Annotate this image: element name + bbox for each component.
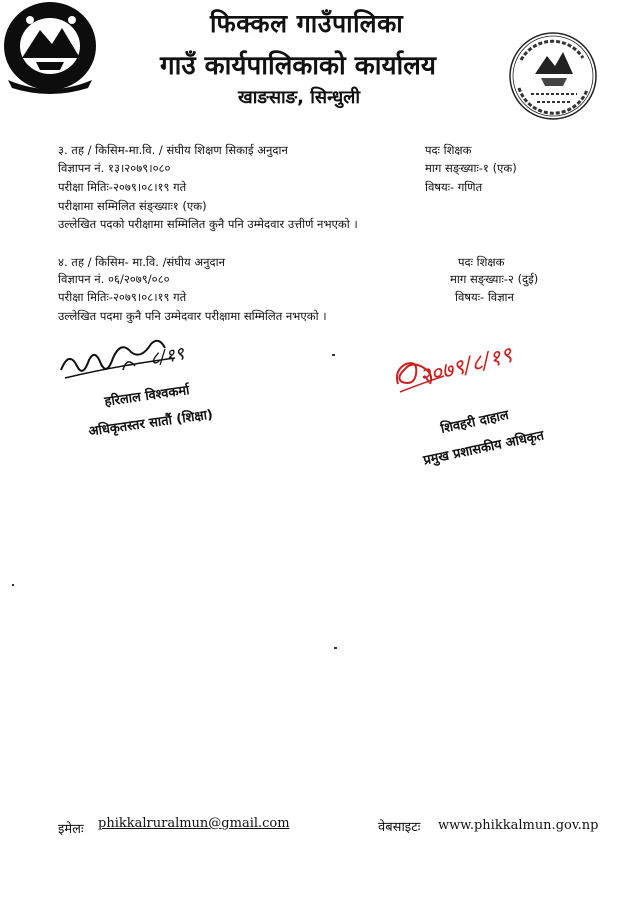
municipality-seal-icon: [507, 30, 599, 122]
right-signatory-title: प्रमुख प्रशासकीय अधिकृत: [422, 428, 546, 469]
nepal-emblem-icon: [0, 0, 104, 98]
section2-subject: विषयः- विज्ञान: [455, 290, 514, 304]
section2-note: उल्लेखित पदमा कुनै पनि उम्मेदवार परीक्षामा सम्मिलित नभएको ।: [58, 309, 327, 323]
section2-exam-date: परीक्षा मितिः-२०७९।०८।१९ गते: [58, 290, 187, 304]
scan-speck: [334, 647, 337, 649]
office-name: फिक्कल गाउँपालिका: [210, 9, 404, 38]
section2-post: पदः शिक्षक: [458, 255, 505, 269]
email-label: इमेलः: [58, 822, 84, 837]
left-signatory-title: अधिकृतस्तर सातौं (शिक्षा): [87, 407, 214, 440]
section1-adv-no: विज्ञापन नं. १३।२०७९।०८०: [58, 161, 171, 175]
right-signature-date: २०७९/८/१९: [416, 342, 515, 391]
section2-demand: माग सङ्ख्याः-२ (दुई): [450, 272, 539, 286]
scan-speck: [12, 584, 14, 586]
section2-adv-no: विज्ञापन नं. ०६/२०७९/०८०: [58, 272, 170, 286]
left-signatory-name: हरिलाल विश्वकर्मा: [103, 383, 191, 410]
left-signature-date: ८/१९: [148, 343, 186, 370]
section1-post: पदः शिक्षक: [425, 143, 472, 157]
section2-level: ४. तह / किसिम- मा.वि. /संघीय अनुदान: [58, 255, 225, 269]
website-link[interactable]: www.phikkalmun.gov.np: [438, 818, 599, 833]
office-address: खाङसाङ, सिन्धुली: [238, 87, 361, 108]
email-link[interactable]: phikkalruralmun@gmail.com: [98, 816, 290, 831]
section1-exam-date: परीक्षा मितिः-२०७९।०८।१९ गते: [58, 180, 187, 194]
scan-speck: [332, 354, 335, 356]
website-label: वेबसाइटः: [378, 820, 421, 835]
section1-subject: विषयः- गणित: [425, 180, 483, 194]
section1-note: उल्लेखित पदको परीक्षामा सम्मिलित कुनै पनि उम्मेदवार उत्तीर्ण नभएको ।: [58, 217, 358, 231]
section1-level: ३. तह / किसिम-मा.वि. / संघीय शिक्षण सिकाई अनुदान: [58, 143, 288, 157]
right-signatory-name: शिवहरी दाहाल: [439, 407, 511, 437]
section1-demand: माग सङ्ख्याः-१ (एक): [425, 161, 517, 175]
section1-attendance: परीक्षामा सम्मिलित संङ्ख्याः१ (एक): [58, 199, 207, 213]
office-title: गाउँ कार्यपालिकाको कार्यालय: [160, 51, 436, 81]
